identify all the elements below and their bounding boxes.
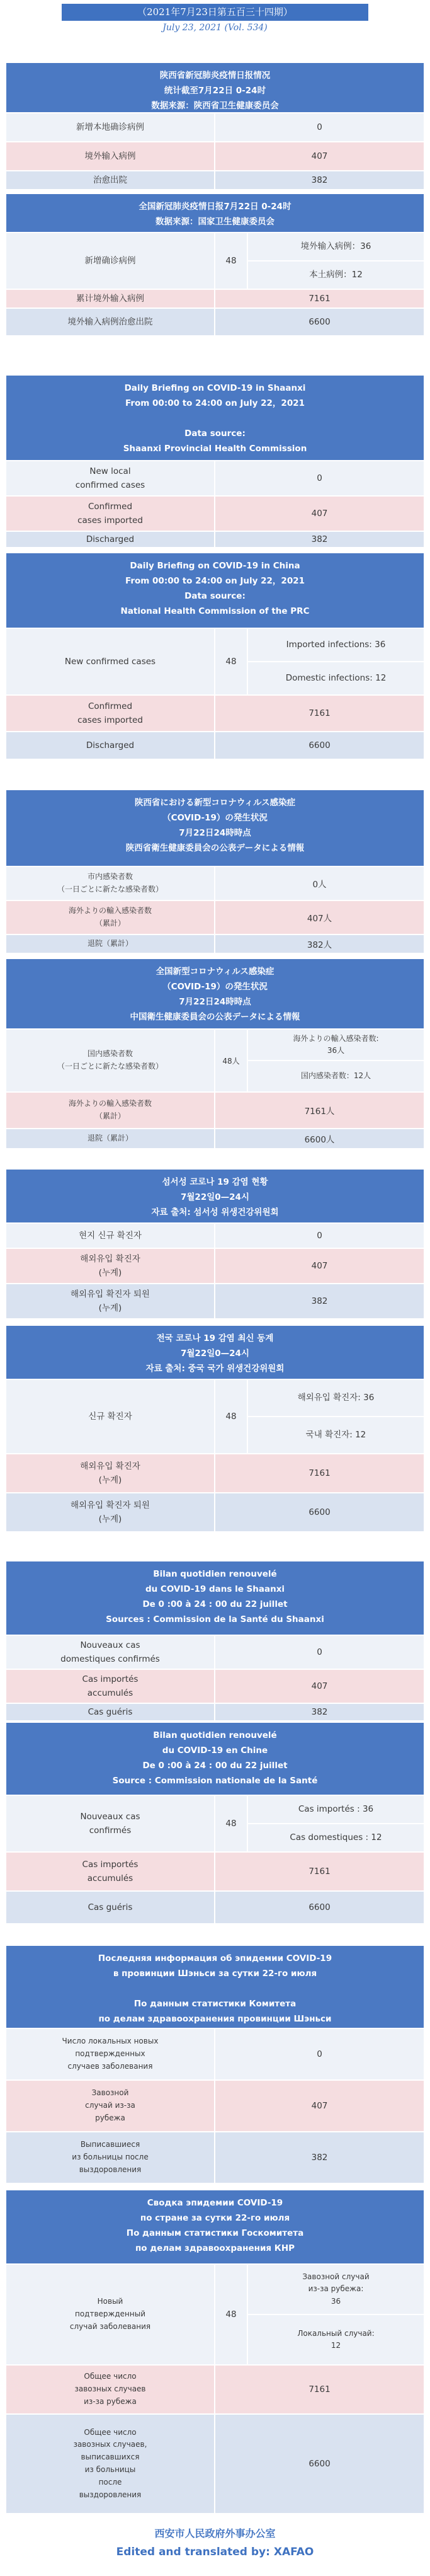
table-header xyxy=(6,63,424,112)
table-row xyxy=(6,900,424,934)
table-row xyxy=(6,1703,424,1720)
table-row xyxy=(6,1492,424,1531)
table-row xyxy=(6,934,424,953)
table-row-split xyxy=(6,1795,424,1851)
table-row xyxy=(6,1283,424,1318)
row-label: Общее число завозных случаев из-за рубежа xyxy=(74,2372,146,2406)
header-line: По данным статистики Комитета xyxy=(133,1999,297,2009)
row-value: 382 xyxy=(214,171,424,189)
header-line: du COVID-19 dans le Shaanxi xyxy=(145,1584,285,1594)
table-row-split xyxy=(6,1028,424,1091)
ja-shaanxi-table xyxy=(6,790,424,953)
table-row xyxy=(6,1669,424,1703)
table-header xyxy=(6,1326,424,1379)
table-row xyxy=(6,866,424,900)
table-row xyxy=(6,170,424,189)
new-cases-value: 48 xyxy=(214,2265,247,2364)
row-label: 市内感染者数 （一日ごとに新たな感染者数） xyxy=(57,872,163,894)
table-row xyxy=(6,2413,424,2513)
header-line: по стране за сутки 22-го июля xyxy=(140,2213,290,2223)
header-line: Bilan quotidien renouvelé xyxy=(153,1730,277,1740)
issue-subtitle: July 23, 2021 (Vol. 534) xyxy=(162,23,268,33)
imported-cases: Cas importés : 36 xyxy=(298,1803,374,1814)
footer-org: 西安市人民政府外事办公室 xyxy=(154,2527,276,2539)
table-header xyxy=(6,376,424,460)
row-value: 0 xyxy=(214,1224,424,1248)
table-header xyxy=(6,2190,424,2263)
table-row xyxy=(6,460,424,495)
row-value: 382 xyxy=(214,1704,424,1720)
row-label: Завозной случай из-за рубежа xyxy=(85,2088,135,2122)
row-value: 382 xyxy=(214,532,424,547)
row-label: 해외유입 확진자 퇴원 (누계) xyxy=(71,1289,150,1313)
table-row xyxy=(6,1222,424,1248)
header-line: 7月22日24時時点 xyxy=(179,997,251,1007)
row-label: 境外输入病例治愈出院 xyxy=(67,316,153,327)
header-line: De 0 :00 à 24 : 00 du 22 juillet xyxy=(142,1761,288,1771)
domestic-cases: Cas domestiques : 12 xyxy=(248,1823,424,1851)
header-line: 数据来源：陕西省卫生健康委员会 xyxy=(151,101,279,111)
header-line: по делам здравоохранения провинции Шэньси xyxy=(98,2014,332,2024)
row-value: 407人 xyxy=(214,901,424,934)
header-line: Data source: xyxy=(184,591,246,601)
header-line: du COVID-19 en Chine xyxy=(162,1745,268,1756)
row-value: 0人 xyxy=(214,867,424,900)
header-line: 전국 코로나 19 감염 최신 동계 xyxy=(156,1333,274,1343)
header-line: 陕西省新冠肺炎疫情日报情况 xyxy=(159,71,271,81)
domestic-cases: 本土病例：12 xyxy=(248,260,424,289)
row-value: 382 xyxy=(214,2132,424,2183)
row-value: 0 xyxy=(214,461,424,495)
row-value: 7161 xyxy=(214,290,424,308)
table-row-split xyxy=(6,2263,424,2364)
table-header xyxy=(6,1561,424,1635)
en-shaanxi-table xyxy=(6,376,424,547)
header-line: National Health Commission of the PRC xyxy=(120,606,310,616)
table-row xyxy=(6,2028,424,2079)
header-line: 陕西省衛生健康委員会の公表データによる情報 xyxy=(125,843,305,853)
zh-shaanxi-table xyxy=(6,63,424,189)
imported-cases: Завозной случай из-за рубежа: 36 xyxy=(302,2272,370,2306)
header-line: 数据来源：国家卫生健康委员会 xyxy=(156,217,274,227)
header-line: （COVID-19）の発生状況 xyxy=(162,813,268,823)
fr-shaanxi-table xyxy=(6,1561,424,1720)
row-value: 382人 xyxy=(214,935,424,953)
en-china-table xyxy=(6,553,424,759)
row-label: 境外输入病例 xyxy=(84,151,136,161)
row-label: 해외유입 확진자 (누계) xyxy=(80,1253,140,1278)
header-line: Source : Commission nationale de la Santé xyxy=(112,1776,318,1786)
header-line: Daily Briefing on COVID-19 in China xyxy=(130,561,300,571)
table-header xyxy=(6,194,424,232)
new-cases-value: 48 xyxy=(214,629,247,694)
table-row-split xyxy=(6,1379,424,1453)
row-value: 7161 xyxy=(214,696,424,731)
table-row xyxy=(6,531,424,547)
header-line: Shaanxi Provincial Health Commission xyxy=(123,444,307,454)
header-line: 섬서성 코로나 19 감염 현황 xyxy=(162,1177,268,1187)
header-line: 统计截至7月22日 0-24时 xyxy=(164,86,266,96)
row-label: Число локальных новых подтвержденных случаев заболевания xyxy=(62,2037,159,2071)
row-label: 해외유입 확진자 퇴원 (누계) xyxy=(71,1500,150,1524)
row-value: 407 xyxy=(214,1249,424,1283)
new-cases-label: Новый подтвержденный случай заболевания xyxy=(69,2297,151,2331)
header-line: Data source: xyxy=(184,428,246,439)
header-line: 자료 출처: 중국 국가 위생건강위원회 xyxy=(145,1364,285,1374)
new-cases-label: 新增确诊病例 xyxy=(84,255,136,266)
domestic-cases: 国内感染者数：12人 xyxy=(248,1060,424,1091)
header-line: 7月22日24時時点 xyxy=(179,828,251,838)
table-row xyxy=(6,2364,424,2413)
row-value: 6600 xyxy=(214,1892,424,1923)
row-label: Общее число завозных случаев, выписавшихся из больницы после выздоровления xyxy=(73,2427,147,2499)
table-row-split xyxy=(6,232,424,289)
table-row xyxy=(6,495,424,531)
row-label: 治愈出院 xyxy=(93,175,127,185)
issue-banner: （2021年7月23日第五百三十四期） xyxy=(62,4,368,21)
fr-china-table xyxy=(6,1723,424,1923)
new-cases-label: Nouveaux cas confirmés xyxy=(80,1811,140,1836)
header-line: 7월22일0—24시 xyxy=(181,1192,249,1202)
imported-cases: Imported infections: 36 xyxy=(286,639,386,650)
row-label: Выписавшиеся из больницы после выздоровления xyxy=(72,2140,149,2174)
table-header xyxy=(6,1946,424,2028)
row-value: 0 xyxy=(214,1636,424,1669)
imported-cases: 境外输入病例：36 xyxy=(300,241,371,251)
footer-credit: Edited and translated by: XAFAO xyxy=(116,2546,314,2558)
table-header xyxy=(6,959,424,1028)
header-line: 7월22일0—24시 xyxy=(181,1348,249,1359)
new-cases-label: 国内感染者数 （一日ごとに新たな感染者数） xyxy=(57,1049,163,1071)
row-label: Cas guéris xyxy=(88,1902,133,1912)
row-label: Cas importés accumulés xyxy=(82,1859,139,1883)
row-value: 7161 xyxy=(214,2366,424,2413)
table-row xyxy=(6,1128,424,1148)
row-label: 海外よりの輸入感染者数 （累計） xyxy=(68,906,152,928)
table-row-split xyxy=(6,628,424,694)
table-row xyxy=(6,1635,424,1669)
header-line: 全国新型コロナウィルス感染症 xyxy=(156,967,274,977)
table-row xyxy=(6,731,424,759)
row-label: Confirmed cases imported xyxy=(77,501,143,526)
row-value: 6600人 xyxy=(214,1129,424,1148)
row-value: 6600 xyxy=(214,309,424,335)
ko-china-table xyxy=(6,1326,424,1531)
table-row xyxy=(6,1091,424,1128)
row-label: 新增本地确诊病例 xyxy=(76,122,144,132)
domestic-cases: Локальный случай: 12 xyxy=(248,2314,424,2364)
row-value: 382 xyxy=(214,1284,424,1318)
imported-cases: 海外よりの輸入感染者数: 36人 xyxy=(293,1033,379,1055)
row-label: 退院（累計） xyxy=(87,939,133,948)
header-line: По данным статистики Госкомитета xyxy=(126,2228,304,2238)
row-label: 退院（累計） xyxy=(87,1134,133,1143)
table-row xyxy=(6,1453,424,1492)
ru-china-table xyxy=(6,2190,424,2513)
row-value: 407 xyxy=(214,2081,424,2131)
row-value: 7161人 xyxy=(214,1093,424,1128)
header-line: 陕西省における新型コロナウィルス感染症 xyxy=(134,798,296,808)
row-value: 7161 xyxy=(214,1454,424,1492)
row-label: 해외유입 확진자 (누계) xyxy=(80,1461,140,1485)
new-cases-value: 48人 xyxy=(214,1030,247,1091)
header-line xyxy=(19,411,411,426)
table-header xyxy=(6,553,424,628)
row-value: 407 xyxy=(214,1670,424,1703)
table-row xyxy=(6,289,424,308)
row-value: 0 xyxy=(214,2029,424,2079)
table-row xyxy=(6,141,424,170)
table-row xyxy=(6,1248,424,1283)
row-value: 6600 xyxy=(214,732,424,759)
table-row xyxy=(6,2131,424,2183)
row-label: Cas importés accumulés xyxy=(82,1674,139,1698)
table-header xyxy=(6,1170,424,1222)
header-line: Bilan quotidien renouvelé xyxy=(153,1569,277,1579)
header-line: Sources : Commission de la Santé du Shaanxi xyxy=(106,1614,324,1624)
header-line: в провинции Шэньси за сутки 22-го июля xyxy=(113,1969,317,1979)
table-row xyxy=(6,112,424,141)
table-row xyxy=(6,1851,424,1890)
header-line: 자료 출처: 섬서성 위생건강위원회 xyxy=(151,1207,279,1217)
ja-china-table xyxy=(6,959,424,1148)
row-value: 7161 xyxy=(214,1853,424,1890)
new-cases-value: 48 xyxy=(214,1796,247,1851)
header-line: 全国新冠肺炎疫情日报7月22日 0-24时 xyxy=(139,202,291,212)
row-label: 海外よりの輸入感染者数 （累計） xyxy=(68,1099,152,1120)
row-label: 현지 신규 확진자 xyxy=(79,1230,142,1241)
row-label: Discharged xyxy=(86,740,135,750)
row-label: Nouveaux cas domestiques confirmés xyxy=(60,1640,160,1664)
domestic-cases: Domestic infections: 12 xyxy=(248,661,424,694)
row-label: Confirmed cases imported xyxy=(77,701,143,725)
header-line: From 00:00 to 24:00 on July 22，2021 xyxy=(125,576,305,586)
header-line: （COVID-19）の発生状況 xyxy=(162,982,268,992)
row-value: 407 xyxy=(214,142,424,170)
row-value: 0 xyxy=(214,113,424,141)
header-line xyxy=(19,1981,411,1996)
row-label: Discharged xyxy=(86,534,135,544)
table-row xyxy=(6,694,424,731)
table-row xyxy=(6,2079,424,2131)
header-line: Сводка эпидемии COVID-19 xyxy=(147,2198,283,2208)
table-row xyxy=(6,1890,424,1923)
row-label: Cas guéris xyxy=(88,1706,133,1717)
table-header xyxy=(6,1723,424,1795)
imported-cases: 해외유입 확진자: 36 xyxy=(297,1392,375,1403)
new-cases-value: 48 xyxy=(214,233,247,289)
header-line: De 0 :00 à 24 : 00 du 22 juillet xyxy=(142,1599,288,1609)
row-value: 6600 xyxy=(214,1493,424,1531)
header-line: Последняя информация об эпидемии COVID-19 xyxy=(98,1953,332,1964)
new-cases-label: 신규 확진자 xyxy=(88,1411,132,1422)
header-line: по делам здравоохранения КНР xyxy=(135,2243,295,2253)
row-value: 407 xyxy=(214,497,424,531)
row-label: 累计境外输入病例 xyxy=(76,293,144,304)
domestic-cases: 국내 확진자: 12 xyxy=(248,1416,424,1453)
ko-shaanxi-table xyxy=(6,1170,424,1318)
row-value: 6600 xyxy=(214,2415,424,2513)
zh-china-table xyxy=(6,194,424,335)
new-cases-value: 48 xyxy=(214,1380,247,1453)
header-line: 中国衛生健康委員会の公表データによる情報 xyxy=(130,1012,300,1022)
row-label: New local confirmed cases xyxy=(75,466,145,490)
table-header xyxy=(6,790,424,866)
header-line: Daily Briefing on COVID-19 in Shaanxi xyxy=(124,383,306,393)
header-line: From 00:00 to 24:00 on July 22，2021 xyxy=(125,398,305,408)
ru-shaanxi-table xyxy=(6,1946,424,2183)
table-row xyxy=(6,308,424,335)
new-cases-label: New confirmed cases xyxy=(64,656,156,667)
